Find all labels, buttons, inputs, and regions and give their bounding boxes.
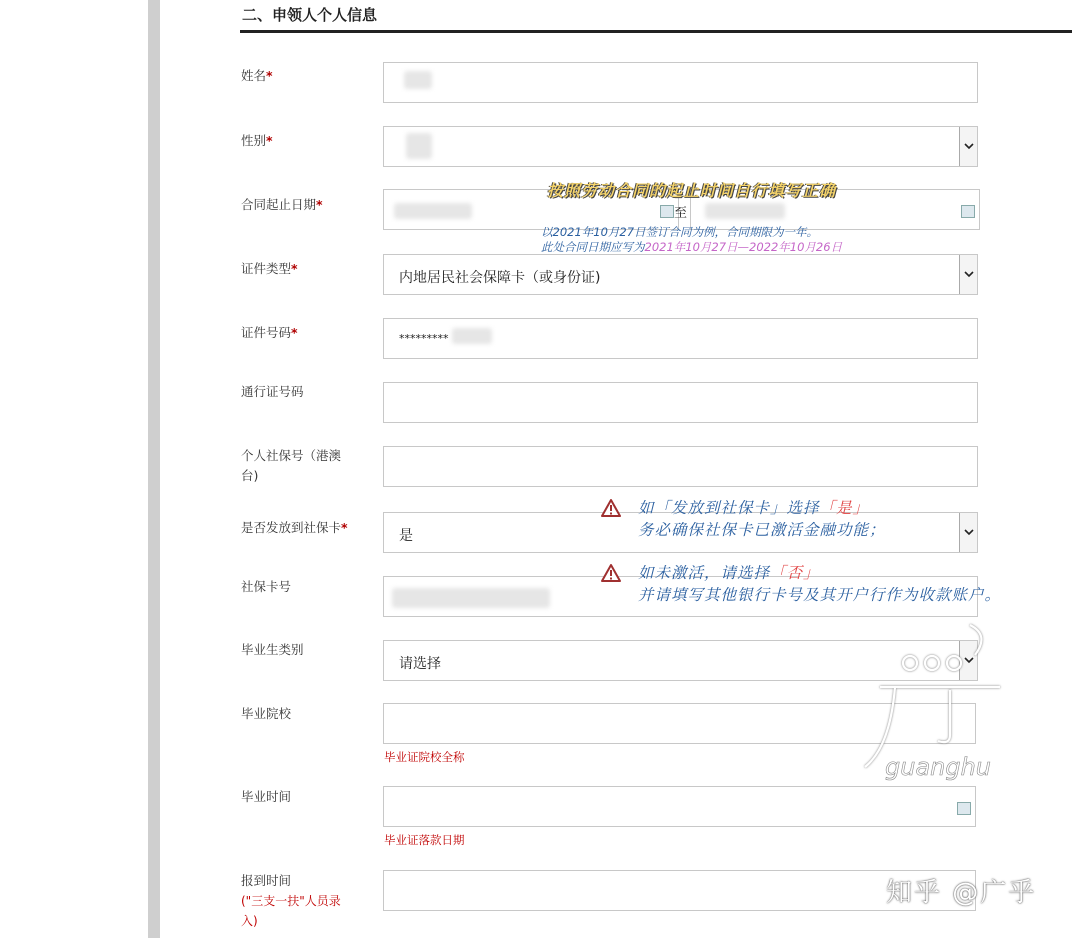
label-issue-to-card: 是否发放到社保卡* (241, 520, 348, 535)
calendar-icon[interactable] (660, 205, 674, 218)
id-number-input[interactable] (383, 318, 978, 359)
label-graduation-time: 毕业时间 (241, 789, 292, 804)
name-input[interactable] (383, 62, 978, 103)
redacted-value (392, 588, 550, 608)
id-number-value: ********* (399, 332, 449, 345)
zhihu-watermark: 知乎 @广乎 (886, 878, 1037, 908)
redacted-value (452, 328, 492, 344)
annotation-contract-title: 按照劳动合同的起止时间自行填写正确 (547, 181, 837, 200)
redacted-value (404, 71, 432, 89)
graduate-type-value: 请选择 (399, 656, 441, 672)
id-type-value: 内地居民社会保障卡（或身份证) (399, 270, 601, 286)
chevron-down-icon[interactable] (959, 127, 977, 166)
section-title: 二、申领人个人信息 (242, 6, 378, 24)
date-separator: 至 (674, 206, 688, 221)
label-social-card-number: 社保卡号 (241, 579, 292, 594)
graduation-time-hint: 毕业证落款日期 (384, 833, 465, 847)
school-hint: 毕业证院校全称 (384, 750, 465, 764)
label-graduate-type: 毕业生类别 (241, 642, 304, 657)
warning-triangle-icon (600, 563, 622, 583)
gender-select[interactable] (383, 126, 978, 167)
label-pass-number: 通行证号码 (241, 384, 304, 399)
label-id-number: 证件号码* (241, 325, 298, 340)
warning-triangle-icon (600, 498, 622, 518)
label-gender: 性别* (241, 133, 273, 148)
label-id-type: 证件类型* (241, 261, 298, 276)
label-school: 毕业院校 (241, 706, 292, 721)
chevron-down-icon[interactable] (959, 513, 977, 552)
annotation-warning-1: 如「发放到社保卡」选择「是」 务必确保社保卡已激活金融功能； (638, 499, 886, 539)
chevron-down-icon[interactable] (959, 255, 977, 294)
label-contract-dates: 合同起止日期* (241, 197, 323, 212)
label-report-time: 报到时间 (241, 873, 292, 888)
section-divider (240, 30, 1072, 33)
annotation-warning-2: 如未激活，请选择「否」 并请填写其他银行卡号及其开户行作为收款账户。 (638, 564, 1002, 604)
svg-text:guanghu: guanghu (885, 753, 992, 781)
redacted-value (406, 133, 432, 159)
guanghu-logo (840, 615, 1020, 795)
id-type-select[interactable] (383, 254, 978, 295)
annotation-contract-line2: 此处合同日期应写为2021年10月27日—2022年10月26日 (541, 240, 843, 254)
report-time-note: ("三支一扶"人员录入) (241, 894, 341, 928)
left-rail (148, 0, 160, 938)
annotation-contract-line1: 以2021年10月27日签订合同为例，合同期限为一年。 (541, 225, 819, 239)
issue-to-card-value: 是 (399, 528, 413, 544)
label-name: 姓名* (241, 68, 273, 83)
calendar-icon[interactable] (957, 802, 971, 815)
redacted-value (394, 203, 472, 219)
label-hk-social-security: 个人社保号（港澳台) (241, 448, 342, 483)
hk-social-security-input[interactable] (383, 446, 978, 487)
pass-number-input[interactable] (383, 382, 978, 423)
redacted-value (705, 203, 785, 219)
calendar-icon[interactable] (961, 205, 975, 218)
